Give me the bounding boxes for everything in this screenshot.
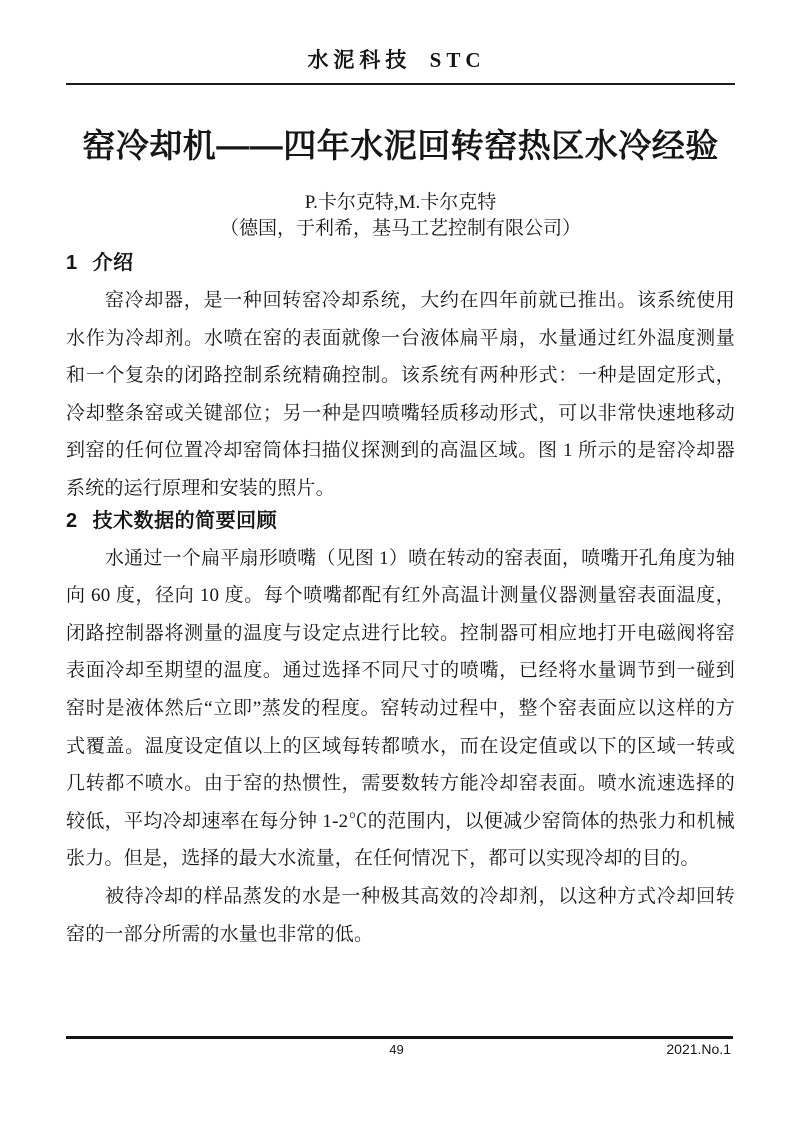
page-number: 49 bbox=[389, 1042, 404, 1057]
section-1-number: 1 bbox=[66, 252, 78, 274]
article-authors: P.卡尔克特,M.卡尔克特 bbox=[304, 192, 497, 213]
article-affiliation: （德国，于利希，基马工艺控制有限公司） bbox=[219, 218, 581, 239]
section-2-title: 技术数据的简要回顾 bbox=[92, 509, 278, 532]
article-body bbox=[0, 126, 793, 953]
issue-label: 2021.No.1 bbox=[666, 1041, 731, 1057]
page-header bbox=[0, 0, 793, 85]
section-2-paragraph-2: 被待冷却的样品蒸发的水是一种极其高效的冷却剂，以这种方式冷却回转窑的一部分所需的水量也非常的低。 bbox=[66, 885, 735, 945]
section-technical-data bbox=[66, 508, 735, 954]
footer-rule bbox=[66, 1036, 733, 1039]
header-rule bbox=[66, 83, 735, 85]
article-title: 窑冷却机——四年水泥回转窑热区水冷经验 bbox=[82, 127, 719, 164]
section-introduction bbox=[66, 250, 735, 508]
section-2-number: 2 bbox=[66, 509, 78, 532]
section-2-paragraph-1: 水通过一个扁平扇形喷嘴（见图 1）喷在转动的窑表面，喷嘴开孔角度为轴向 60 度，径向 10 度。每个喷嘴都配有红外高温计测量仪器测量窑表面温度，闭路控制器将测量的温度与设定点进行比较。控制器可相应地打开电磁阀将窑表面冷却至期望的温度。通过选择不同尺寸的喷嘴，已经将水量调节到一碰到窑时是液体然后“立即”蒸发的程度。窑转动过程中，整个窑表面应以这样的方式覆盖。温度设定值以上的区域每转都喷水，而在设定值或以下的区域一转或几转都不喷水。由于窑的热惯性，需要数转方能冷却窑表面。喷水流速选择的较低，平均冷却速率在每分钟 1-2℃的范围内，以便减少窑筒体的热张力和机械张力。但是，选择的最大水流量，在任何情况下，都可以实现冷却的目的。 bbox=[66, 547, 735, 870]
journal-title: 水泥科技 STC bbox=[307, 48, 486, 72]
section-1-title: 介绍 bbox=[92, 252, 134, 274]
section-1-heading bbox=[66, 250, 735, 277]
section-2-heading bbox=[66, 508, 735, 535]
section-1-paragraph-1: 窑冷却器，是一种回转窑冷却系统，大约在四年前就已推出。该系统使用水作为冷却剂。水喷在窑的表面就像一台液体扁平扇，水量通过红外温度测量和一个复杂的闭路控制系统精确控制。该系统有两种形式：一种是固定形式，冷却整条窑或关键部位；另一种是四喷嘴轻质移动形式，可以非常快速地移动到窑的任何位置冷却窑筒体扫描仪探测到的高温区域。图 1 所示的是窑冷却器系统的运行原理和安装的照片。 bbox=[66, 290, 735, 499]
